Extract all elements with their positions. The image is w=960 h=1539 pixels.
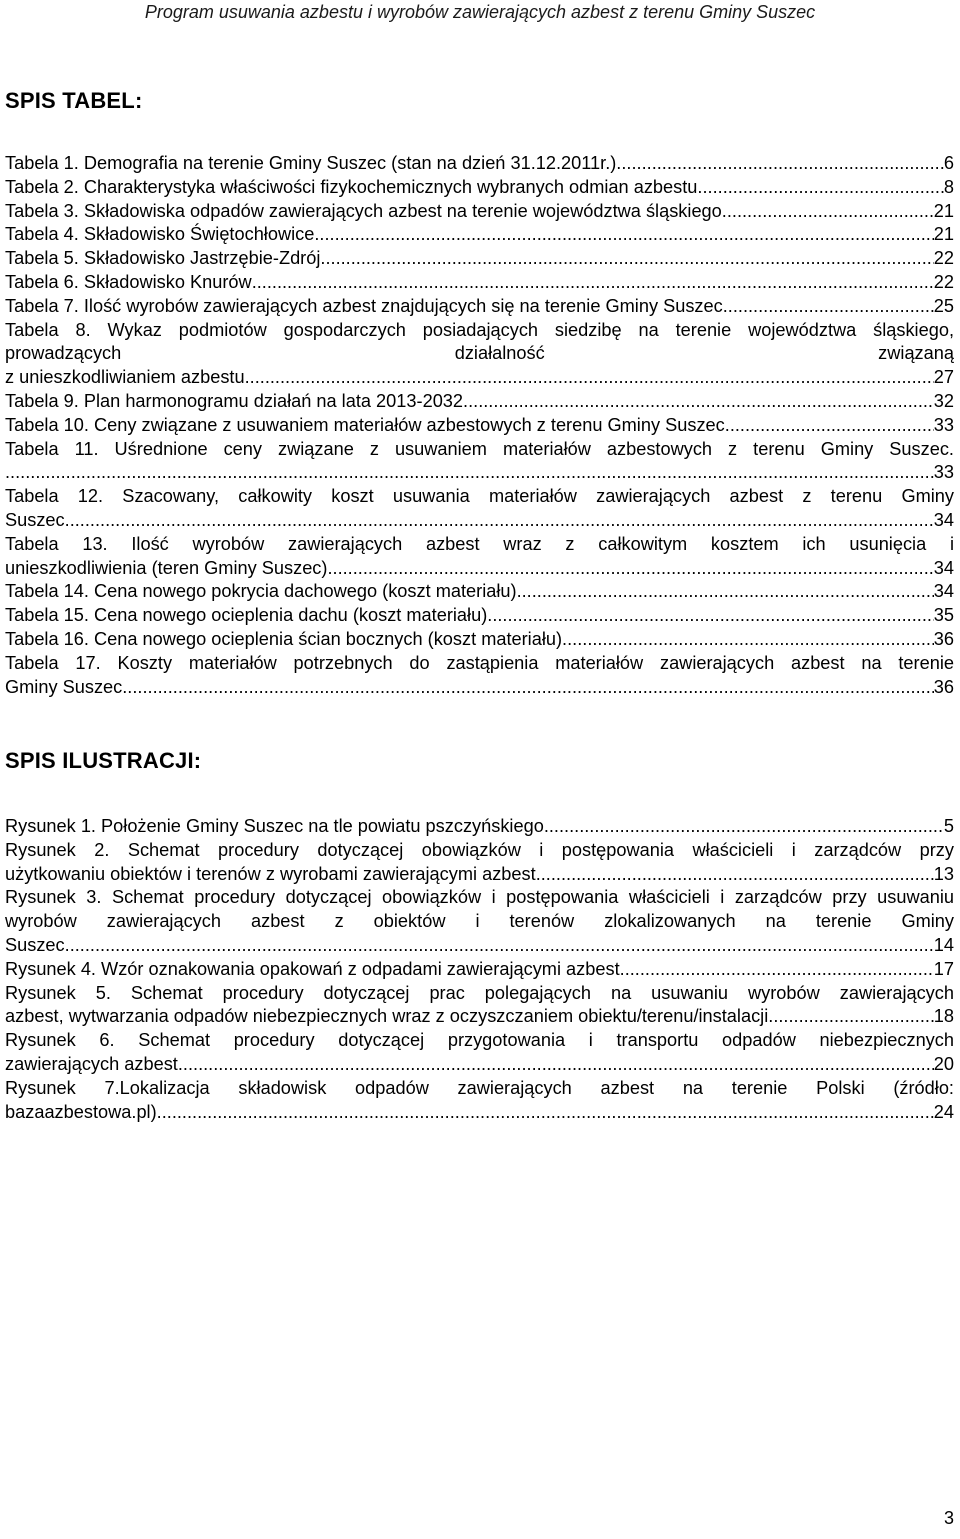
dot-leader	[463, 390, 934, 414]
entry-title: Tabela 14. Cena nowego pokrycia dachowego (koszt materiału)	[5, 581, 517, 602]
entry-title-lead: Rysunek 2. Schemat procedury dotyczącej obowiązków i postępowania właścicieli i zarządców przy	[5, 839, 954, 860]
entry-title: Rysunek 1. Położenie Gminy Suszec na tle powiatu pszczyńskiego	[5, 816, 544, 836]
dot-leader	[517, 580, 934, 604]
dot-leader	[183, 1053, 934, 1077]
entry-title: z unieszkodliwianiem azbestu.	[5, 367, 250, 388]
entry-page-number: 36	[933, 628, 954, 649]
entry-title-lead: Tabela 12. Szacowany, całkowity koszt usuwania materiałów zawierających azbest z terenu Gminy	[5, 486, 954, 507]
table-list-item[interactable]	[5, 628, 954, 652]
entry-title: Tabela 3. Składowiska odpadów zawierających azbest na terenie województwa śląskiego.	[5, 200, 727, 221]
entry-title: bazaazbestowa.pl)	[5, 1101, 157, 1122]
entry-line	[5, 1053, 954, 1077]
entry-line	[5, 557, 954, 581]
entry-title: Tabela 7. Ilość wyrobów zawierających azbest znajdujących się na terenie Gminy Suszec.	[5, 295, 728, 316]
entry-page-number: 35	[933, 605, 954, 626]
entry-line	[5, 628, 954, 652]
table-list-item[interactable]	[5, 247, 954, 271]
dot-leader	[319, 223, 933, 247]
entry-page-number: 18	[933, 1006, 954, 1027]
entry-line	[5, 247, 954, 271]
table-list-item[interactable]	[5, 438, 954, 486]
entry-line	[5, 366, 954, 390]
entry-page-number: 24	[933, 1101, 954, 1122]
entry-title: użytkowaniu obiektów i terenów z wyrobami zawierającymi azbest	[5, 863, 536, 884]
dot-leader	[727, 200, 934, 224]
entry-title: Tabela 9. Plan harmonogramu działań na lata 2013-2032	[5, 390, 464, 411]
dot-leader	[327, 557, 933, 581]
entry-title: Tabela 1. Demografia na terenie Gminy Suszec (stan na dzień 31.12.2011r.).	[5, 153, 622, 173]
table-list-item[interactable]	[5, 319, 954, 390]
dot-leader	[621, 152, 944, 176]
figures-section-title: SPIS ILUSTRACJI:	[5, 748, 202, 773]
entry-page-number: 33	[933, 462, 954, 483]
entry-title-lead: Rysunek 7.Lokalizacja składowisk odpadów zawierających azbest na terenie Polski (źródło:	[5, 1077, 954, 1098]
dot-leader	[157, 1101, 934, 1125]
entry-page-number: 21	[933, 224, 954, 245]
entry-title: Tabela 16. Cena nowego ocieplenia ścian bocznych (koszt materiału).	[5, 628, 568, 649]
table-list-item[interactable]	[5, 580, 954, 604]
entry-line	[5, 863, 954, 887]
dot-leader	[492, 604, 933, 628]
entry-title: Tabela 10. Ceny związane z usuwaniem materiałów azbestowych z terenu Gminy Suszec.	[5, 414, 730, 435]
tables-list	[5, 152, 954, 699]
entry-title-lead: Tabela 13. Ilość wyrobów zawierających azbest wraz z całkowitym kosztem ich usunięcia i	[5, 533, 954, 554]
entry-line	[5, 200, 954, 224]
figure-list-item[interactable]	[5, 1077, 954, 1125]
entry-page-number: 34	[933, 581, 954, 602]
entry-page-number: 34	[933, 509, 954, 530]
entry-title: Tabela 4. Składowisko Świętochłowice.	[5, 224, 320, 245]
entry-title-lead: Tabela 11. Uśrednione ceny związane z usuwaniem materiałów azbestowych z terenu Gminy Suszec.	[5, 438, 954, 459]
entry-page-number: 13	[933, 863, 954, 884]
entry-title-lead: Tabela 8. Wykaz podmiotów gospodarczych posiadających siedzibę na terenie województwa śląskiego, prowadzących działalność związaną	[5, 319, 954, 364]
entry-title: Tabela 15. Cena nowego ocieplenia dachu (koszt materiału).	[5, 605, 493, 626]
entry-line	[5, 223, 954, 247]
entry-title: Tabela 5. Składowisko Jastrzębie-Zdrój	[5, 248, 321, 269]
entry-line	[5, 461, 954, 485]
entry-line	[5, 152, 954, 176]
entry-line	[5, 414, 954, 438]
entry-title: Tabela 6. Składowisko Knurów	[5, 271, 252, 292]
table-list-item[interactable]	[5, 176, 954, 200]
dot-leader	[773, 1005, 933, 1029]
figure-list-item[interactable]	[5, 1029, 954, 1077]
table-list-item[interactable]	[5, 295, 954, 319]
entry-title-lead: Tabela 17. Koszty materiałów potrzebnych do zastąpienia materiałów zawierających azbest na terenie	[5, 652, 954, 673]
entry-line	[5, 271, 954, 295]
entry-line	[5, 295, 954, 319]
running-header: Program usuwania azbestu i wyrobów zawierających azbest z terenu Gminy Suszec	[144, 2, 816, 22]
dot-leader	[544, 815, 944, 839]
entry-page-number: 22	[933, 248, 954, 269]
entry-page-number: 8	[943, 176, 954, 197]
entry-line	[5, 390, 954, 414]
dot-leader	[320, 247, 933, 271]
table-list-item[interactable]	[5, 200, 954, 224]
entry-line	[5, 176, 954, 200]
dot-leader	[122, 676, 934, 700]
dot-leader	[730, 414, 934, 438]
entry-page-number: 21	[933, 200, 954, 221]
dot-leader	[70, 934, 934, 958]
table-list-item[interactable]	[5, 271, 954, 295]
entry-page-number: 20	[933, 1053, 954, 1074]
entry-title-lead: Rysunek 5. Schemat procedury dotyczącej prac polegających na usuwaniu wyrobów zawierających	[5, 982, 954, 1003]
entry-title: Tabela 2. Charakterystyka właściwości fizykochemicznych wybranych odmian azbestu.	[5, 176, 703, 197]
entry-line	[5, 604, 954, 628]
entry-line	[5, 958, 954, 982]
entry-title-lead: Rysunek 3. Schemat procedury dotyczącej obowiązków i postępowania właścicieli i zarządców przy usuwaniu wyrobów zawierających azbest z obiektów i terenów zlokalizowanych na terenie Gminy	[5, 887, 954, 932]
figure-list-item[interactable]	[5, 886, 954, 957]
entry-title: unieszkodliwienia (teren Gminy Suszec)	[5, 557, 328, 578]
table-list-item[interactable]	[5, 652, 954, 700]
entry-title: zawierających azbest.	[5, 1053, 183, 1074]
entry-page-number: 14	[933, 934, 954, 955]
table-list-item[interactable]	[5, 533, 954, 581]
entry-line	[5, 934, 954, 958]
entry-page-number: 5	[943, 816, 954, 836]
entry-page-number: 17	[933, 958, 954, 979]
entry-page-number: 34	[933, 557, 954, 578]
table-list-item[interactable]	[5, 223, 954, 247]
entry-page-number: 22	[933, 271, 954, 292]
entry-title-lead: Rysunek 6. Schemat procedury dotyczącej przygotowania i transportu odpadów niebezpiecznych	[5, 1030, 954, 1051]
table-list-item[interactable]	[5, 152, 954, 176]
tables-section-title: SPIS TABEL:	[5, 88, 143, 113]
dot-leader	[536, 863, 934, 887]
page-number: 3	[943, 1508, 954, 1528]
figure-list-item[interactable]	[5, 815, 954, 839]
figure-list-item[interactable]	[5, 839, 954, 887]
dot-leader	[702, 176, 943, 200]
dot-leader	[252, 271, 934, 295]
entry-title: Rysunek 4. Wzór oznakowania opakowań z odpadami zawierającymi azbest.	[5, 958, 625, 979]
entry-title: Gminy Suszec	[5, 676, 123, 697]
dot-leader	[728, 295, 934, 319]
figure-list-item[interactable]	[5, 958, 954, 982]
entry-line	[5, 1101, 954, 1125]
figure-list-item[interactable]	[5, 982, 954, 1030]
entry-line	[5, 509, 954, 533]
entry-page-number: 27	[933, 367, 954, 388]
table-list-item[interactable]	[5, 604, 954, 628]
dot-leader	[567, 628, 934, 652]
entry-page-number: 33	[933, 414, 954, 435]
figures-list	[5, 815, 954, 1124]
entry-page-number: 6	[943, 153, 954, 173]
table-list-item[interactable]	[5, 485, 954, 533]
dot-leader	[625, 958, 934, 982]
entry-line	[5, 815, 954, 839]
entry-page-number: 36	[933, 676, 954, 697]
dot-leader	[250, 366, 934, 390]
entry-page-number: 25	[933, 295, 954, 316]
dot-leader	[70, 509, 934, 533]
entry-line	[5, 580, 954, 604]
entry-title: azbest, wytwarzania odpadów niebezpiecznych wraz z oczyszczaniem obiektu/terenu/instalacji.	[5, 1006, 774, 1027]
entry-title: Suszec.	[5, 509, 70, 530]
entry-line	[5, 676, 954, 700]
dot-leader	[5, 461, 934, 485]
table-list-item[interactable]	[5, 390, 954, 414]
entry-page-number: 32	[933, 390, 954, 411]
entry-title: Suszec.	[5, 934, 70, 955]
table-list-item[interactable]	[5, 414, 954, 438]
entry-line	[5, 1005, 954, 1029]
